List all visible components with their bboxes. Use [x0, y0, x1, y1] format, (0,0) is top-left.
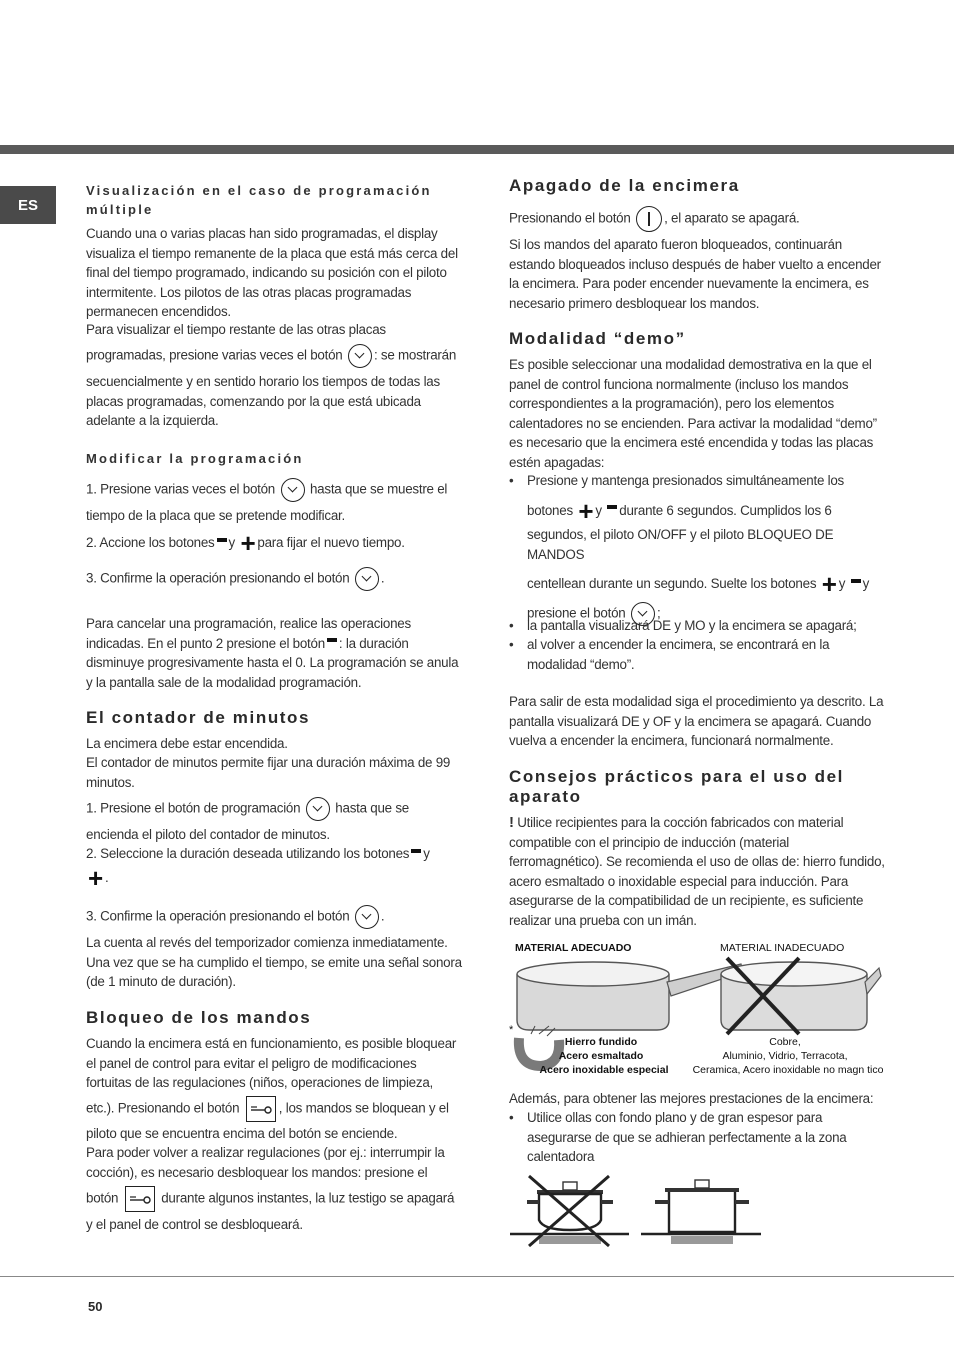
power-button-icon [636, 206, 662, 232]
text-fragment: 2. Accione los botones [86, 535, 215, 550]
plus-icon: + [578, 495, 594, 526]
lock-text-1: Cuando la encimera está en funcionamiento, es posible bloquear el panel de control para evitar el peligro de modificaciones fortuitas de las regulaciones (niños, operaciones de limpieza, [86, 1036, 457, 1090]
bullet-dot: • [509, 618, 514, 633]
pot-bottom-illustration [509, 1172, 769, 1250]
demo-bullet-1-line4 [527, 569, 889, 600]
text-fragment: al volver a encender la encimera, se encontrará en la modalidad “demo”. [527, 637, 830, 672]
text-fragment: segundos, el piloto ON/OFF y el piloto BLOQUEO DE MANDOS [527, 527, 834, 562]
suitable-material-line-1: Hierro fundido [564, 1036, 638, 1048]
suitable-material-label: MATERIAL ADECUADO [515, 942, 632, 954]
lock-text-3: piloto que se encuentra encima del botón se enciende. [86, 1126, 398, 1141]
modify-step-3: 3. Confirme la operación presionando el botón . [86, 567, 466, 591]
bullet-dot: • [509, 637, 514, 652]
text-fragment: hasta que se [335, 800, 409, 816]
multi-programming-text-4: secuencialmente y en sentido horario los tiempos de todas las placas programadas, comenzando por la que está ubicada adelante a la izquierda. [86, 374, 440, 428]
text-fragment: , los mandos se bloquean y el [278, 1100, 449, 1116]
bullet-dot: • [509, 473, 514, 488]
text-fragment: Presione y mantenga presionados simultáneamente los [527, 473, 845, 488]
text-fragment: : se mostrarán [373, 347, 457, 363]
demo-bullet-2 [509, 616, 889, 636]
text-fragment: : la duración disminuye progresivamente hasta el 0. La programación se anula y la pantalla sale de la modalidad programación. [86, 635, 459, 690]
footnote-star: * [509, 1024, 514, 1036]
text-fragment: 3. Confirme la operación presionando el botón [86, 570, 350, 586]
off-text-2: Si los mandos del aparato fueron bloqueados, continuarán estando bloqueados incluso después de haber vuelto a encender la encimera. Para poder encender nuevamente la encimera, es necesario primero desbloquear los mandos. [509, 237, 881, 311]
text-fragment: la pantalla visualizará DE y MO y la encimera se apagará; [527, 618, 857, 633]
lock-text-2 [86, 1096, 466, 1122]
lock-button-icon [246, 1096, 276, 1122]
demo-text-1: Es posible seleccionar una modalidad demostrativa en la que el panel de control funciona normalmente (incluso los mandos correspondientes a la programación), pero los elementos calentadores no se encienden. Para activar la modalidad “demo” es necesario que la encimera esté encendida y todas las placas estén apagadas: [509, 357, 877, 470]
multi-programming-text-3 [86, 344, 466, 368]
demo-bullet-1-line2 [527, 495, 889, 526]
text-fragment: durante algunos instantes, la luz testigo se apagará [161, 1190, 455, 1206]
multi-programming-text-2: Para visualizar el tiempo restante de las otras placas [86, 322, 386, 337]
modify-step-2 [86, 528, 466, 559]
text-fragment: y [228, 535, 235, 550]
text-fragment: 1. Presione varias veces el botón [86, 481, 276, 497]
timer-text-2: El contador de minutos permite fijar una duración máxima de 99 minutos. [86, 755, 451, 790]
timer-step-2-plus: + . [88, 863, 109, 894]
ok-button-icon [306, 797, 330, 821]
text-fragment: 3. Confirme la operación presionando el botón [86, 908, 350, 924]
tips-bullet-1 [509, 1108, 847, 1167]
header-bar [0, 145, 954, 154]
suitable-material-line-3: Acero inoxidable especial [539, 1064, 669, 1076]
plus-icon: + [240, 528, 256, 559]
cancel-text [86, 614, 464, 692]
modify-step-1 [86, 478, 466, 502]
plus-icon: + [821, 569, 837, 600]
text-fragment: para fijar el nuevo tiempo. [257, 535, 405, 550]
text-fragment: ; [656, 605, 661, 621]
unsuitable-material-line-3: Ceramica, Acero inoxidable no magn tico [692, 1064, 884, 1076]
timer-text-3: La cuenta al revés del temporizador comienza inmediatamente. Una vez que se ha cumplido el tiempo, se emite una señal sonora (de 1 minuto de duración). [86, 935, 462, 989]
text-fragment: 1. Presione el botón de programación [86, 800, 301, 816]
minus-icon [607, 505, 617, 509]
text-fragment: y [595, 502, 602, 518]
tips-text-1 [509, 813, 885, 930]
bullet-dot: • [509, 1110, 514, 1125]
text-fragment: presione el botón [527, 605, 626, 621]
text-fragment: Utilice ollas con fondo plano y de gran espesor para asegurarse de que se adhieran perfectamente a la zona calentadora [527, 1110, 847, 1164]
timer-text-1: La encimera debe estar encendida. [86, 736, 288, 751]
tips-heading: Consejos prácticos para el uso del aparato [509, 767, 844, 806]
footer-rule [0, 1276, 954, 1277]
minus-icon [851, 579, 861, 583]
text-fragment: programadas, presione varias veces el botón [86, 347, 343, 363]
timer-heading: El contador de minutos [86, 708, 311, 727]
text-fragment: Utilice recipientes para la cocción fabricados con material compatible con el principio de inducción (material ferromagnético). Se recomienda el uso de ollas de: hierro fundido, acero esmaltado o inoxidable especial para inducción. Para asegurarse de la compatibilidad de un recipiente, es suficiente realizar una prueba con un imán. [509, 815, 885, 928]
text-fragment: Presionando el botón [509, 210, 631, 226]
demo-bullet-1 [509, 471, 889, 626]
timer-step-1-cont: encienda el piloto del contador de minutos. [86, 827, 330, 842]
timer-step-2 [86, 844, 466, 864]
text-fragment: etc.). Presionando el botón [86, 1100, 240, 1116]
tips-text-2: Además, para obtener las mejores prestaciones de la encimera: [509, 1091, 874, 1106]
text-fragment: , el aparato se apagará. [664, 210, 800, 226]
lock-text-5 [86, 1186, 466, 1212]
suitable-material-line-2: Acero esmaltado [558, 1050, 644, 1062]
multi-programming-text: Cuando una o varias placas han sido programadas, el display visualiza el tiempo remanente de la placa que está más cerca del final del tiempo programado, indicando su posición con el piloto intermitente. Los pilotos de las otras placas programadas permanecen encendidos. [86, 226, 458, 319]
modify-step-1-cont: tiempo de la placa que se pretende modificar. [86, 508, 345, 523]
text-fragment: 2. Seleccione la duración deseada utilizando los botones [86, 846, 410, 861]
key-lock-icon [247, 1097, 275, 1121]
cookware-material-figure [509, 938, 889, 1078]
multi-programming-heading: Visualización en el caso de programación múltiple [86, 183, 432, 217]
ok-button-icon [355, 905, 379, 929]
modify-programming-heading: Modificar la programación [86, 451, 304, 466]
text-fragment: hasta que se muestre el [309, 481, 448, 497]
text-fragment: y [423, 846, 430, 861]
lock-text-6: y el panel de control se desbloqueará. [86, 1217, 303, 1232]
minus-icon [327, 638, 337, 642]
lock-heading: Bloqueo de los mandos [86, 1008, 312, 1027]
key-lock-icon [126, 1187, 154, 1211]
lock-button-icon [125, 1186, 155, 1212]
text-fragment: y [838, 576, 846, 591]
text-fragment: Para cancelar una programación, realice las operaciones indicadas. En el punto 2 presione el botón [86, 616, 411, 651]
text-fragment: durante 6 segundos. Cumplidos los 6 [619, 502, 832, 518]
ok-button-icon [281, 478, 305, 502]
minus-icon [217, 538, 227, 542]
warning-mark: ! [509, 814, 514, 831]
timer-step-3: 3. Confirme la operación presionando el botón . [86, 905, 466, 929]
demo-heading: Modalidad “demo” [509, 329, 686, 348]
page-number: 50 [88, 1299, 103, 1314]
lock-text-4: Para poder volver a realizar regulaciones (por ej.: interrumpir la cocción), es necesario desbloquear los mandos: presione el [86, 1145, 445, 1180]
text-fragment: y [862, 576, 870, 591]
language-tab: ES [0, 186, 56, 224]
ok-button-icon [348, 344, 372, 368]
text-fragment: botones [527, 502, 573, 518]
minus-icon [411, 849, 421, 853]
timer-step-1 [86, 797, 466, 821]
text-fragment: botón [86, 1190, 119, 1206]
off-heading: Apagado de la encimera [509, 176, 740, 195]
text-fragment: centellean durante un segundo. Suelte los botones [527, 576, 817, 591]
off-text-1 [509, 206, 889, 232]
demo-bullet-3 [509, 635, 867, 674]
ok-button-icon [355, 567, 379, 591]
demo-text-2: Para salir de esta modalidad siga el procedimiento ya descrito. La pantalla visualizará DE y OF y la encimera se apagará. Cuando vuelva a encender la encimera, funcionará normalmente. [509, 694, 884, 748]
unsuitable-material-line-1: Cobre, [769, 1036, 801, 1048]
plus-icon: + [88, 863, 103, 894]
unsuitable-material-label: MATERIAL INADECUADO [720, 942, 845, 954]
unsuitable-material-line-2: Aluminio, Vidrio, Terracota, [722, 1050, 848, 1062]
